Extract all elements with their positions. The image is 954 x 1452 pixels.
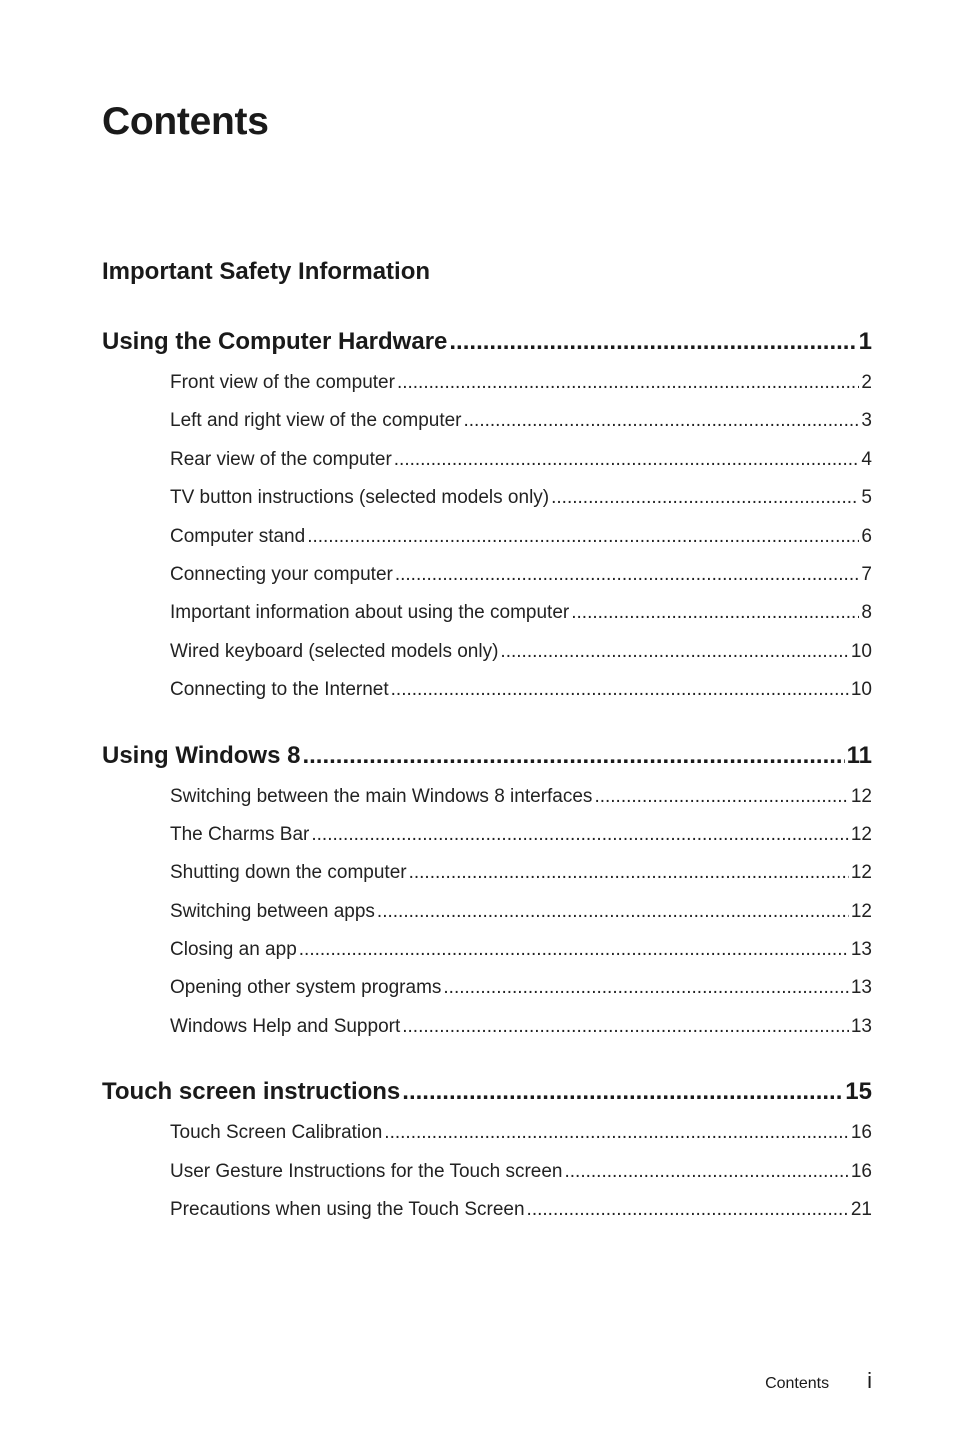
dot-leader [449, 320, 856, 364]
toc-entry-page: 13 [850, 939, 872, 961]
toc-entry[interactable] [170, 1153, 872, 1191]
dot-leader [377, 893, 849, 931]
footer-page-number: i [867, 1368, 872, 1393]
toc-entry[interactable] [170, 479, 872, 517]
dot-leader [395, 556, 860, 594]
toc-entry-label: Precautions when using the Touch Screen [170, 1199, 525, 1221]
toc-entry[interactable] [170, 1008, 872, 1046]
toc-entry-label: Wired keyboard (selected models only) [170, 640, 499, 662]
toc-entry[interactable] [170, 854, 872, 892]
toc-section [102, 320, 872, 710]
toc-entry-page: 10 [850, 679, 872, 701]
toc-section-page: 15 [845, 1078, 872, 1106]
toc-section-heading[interactable] [102, 1070, 872, 1114]
dot-leader [391, 671, 849, 709]
toc-entry-page: 5 [861, 487, 872, 509]
dot-leader [571, 594, 859, 632]
toc-entry-page: 7 [861, 563, 872, 585]
table-of-contents [102, 250, 872, 1253]
toc-entry[interactable] [170, 1114, 872, 1152]
page-title: Contents [102, 100, 269, 143]
toc-entry-page: 13 [850, 1015, 872, 1037]
toc-section-important-safety[interactable]: Important Safety Information [102, 258, 431, 285]
dot-leader [299, 931, 849, 969]
footer-label: Contents [765, 1375, 830, 1392]
dot-leader [594, 778, 848, 816]
dot-leader [565, 1153, 849, 1191]
toc-entry-label: Shutting down the computer [170, 862, 407, 884]
toc-entry-label: Connecting to the Internet [170, 679, 389, 701]
toc-entry-page: 10 [850, 640, 872, 662]
toc-section [102, 734, 872, 1047]
page-footer [765, 1368, 872, 1394]
toc-entry[interactable] [170, 671, 872, 709]
toc-entry-page: 12 [850, 862, 872, 884]
toc-section-heading[interactable] [102, 734, 872, 778]
toc-entry-page: 12 [850, 785, 872, 807]
dot-leader [384, 1114, 849, 1152]
toc-entry-label: Computer stand [170, 525, 306, 547]
toc-entry-page: 6 [861, 525, 872, 547]
toc-entry[interactable] [170, 931, 872, 969]
dot-leader [464, 402, 860, 440]
dot-leader [500, 633, 848, 671]
dot-leader [307, 518, 859, 556]
toc-entry-page: 3 [861, 410, 872, 432]
toc-entry-label: Windows Help and Support [170, 1015, 401, 1037]
dot-leader [402, 1070, 843, 1114]
toc-section-heading[interactable] [102, 320, 872, 364]
toc-entry-label: Switching between apps [170, 900, 375, 922]
toc-entry-label: TV button instructions (selected models only) [170, 487, 550, 509]
toc-section-title: Using the Computer Hardware [102, 328, 448, 355]
toc-entry-label: Touch Screen Calibration [170, 1122, 383, 1144]
toc-entry[interactable] [170, 969, 872, 1007]
toc-section-title: Using Windows 8 [102, 741, 301, 769]
toc-entry-page: 8 [861, 602, 872, 624]
dot-leader [443, 969, 848, 1007]
toc-entry[interactable] [170, 556, 872, 594]
toc-entry-label: The Charms Bar [170, 823, 310, 845]
toc-entry[interactable] [170, 594, 872, 632]
dot-leader [311, 816, 848, 854]
dot-leader [527, 1191, 849, 1229]
toc-entry-page: 2 [861, 372, 872, 393]
toc-entry-page: 16 [850, 1160, 872, 1182]
toc-entry-label: Closing an app [170, 939, 297, 961]
dot-leader [551, 479, 859, 517]
toc-entry-label: User Gesture Instructions for the Touch screen [170, 1160, 563, 1182]
toc-sections [102, 320, 872, 1229]
toc-entry-label: Opening other system programs [170, 977, 442, 999]
toc-entry-label: Left and right view of the computer [170, 410, 462, 432]
toc-section-title: Touch screen instructions [102, 1078, 401, 1106]
dot-leader [397, 364, 859, 402]
toc-entry-label: Switching between the main Windows 8 interfaces [170, 785, 593, 807]
toc-entry-label: Rear view of the computer [170, 448, 392, 470]
toc-entry[interactable] [170, 778, 872, 816]
toc-entry-page: 12 [850, 900, 872, 922]
toc-entry-page: 13 [850, 977, 872, 999]
toc-entry-page: 4 [861, 448, 872, 470]
toc-entry[interactable] [170, 402, 872, 440]
dot-leader [402, 1008, 849, 1046]
toc-entry-page: 12 [850, 823, 872, 845]
dot-leader [302, 734, 844, 778]
toc-entry-label: Important information about using the computer [170, 602, 570, 624]
dot-leader [394, 441, 860, 479]
toc-entry-label: Front view of the computer [170, 372, 395, 393]
toc-entry-page: 21 [850, 1199, 872, 1221]
toc-entry[interactable] [170, 893, 872, 931]
toc-entry[interactable] [170, 633, 872, 671]
dot-leader [409, 854, 849, 892]
toc-section-page: 11 [846, 741, 872, 769]
toc-entry-page: 16 [850, 1122, 872, 1144]
toc-section [102, 1070, 872, 1229]
toc-section-page: 1 [858, 328, 872, 355]
toc-entry[interactable] [170, 816, 872, 854]
toc-entry-label: Connecting your computer [170, 563, 393, 585]
toc-entry[interactable] [170, 1191, 872, 1229]
toc-entry[interactable] [170, 518, 872, 556]
toc-entry[interactable] [170, 364, 872, 402]
toc-entry[interactable] [170, 441, 872, 479]
